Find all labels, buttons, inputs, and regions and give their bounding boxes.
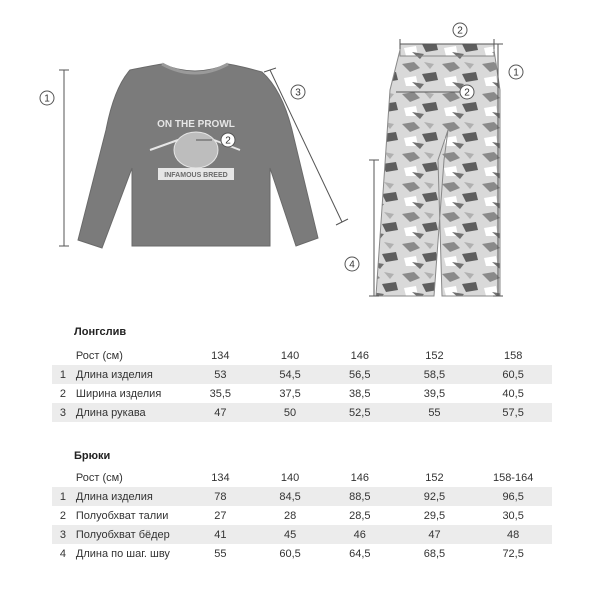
cell: 53	[186, 365, 256, 384]
pants-table	[52, 468, 552, 563]
row-label: Длина по шаг. шву	[75, 547, 170, 560]
cell: 72,5	[502, 547, 524, 560]
cell: 35,5	[209, 387, 232, 400]
table-header-row	[52, 346, 552, 365]
shirt-print-subtitle: INFAMOUS BREED	[164, 172, 228, 179]
cell: 78	[186, 487, 256, 506]
size-col: 152	[425, 471, 444, 484]
cell: 57,5	[474, 403, 552, 422]
cell: 52,5	[325, 403, 395, 422]
marker-2-pants-hips	[460, 85, 474, 99]
svg-text:2: 2	[464, 87, 470, 99]
row-number: 3	[52, 403, 74, 422]
size-col: 146	[350, 471, 369, 484]
svg-text:4: 4	[349, 259, 355, 271]
cell: 38,5	[349, 387, 371, 400]
cell: 60,5	[279, 547, 301, 560]
cell: 55	[395, 403, 475, 422]
cell: 64,5	[349, 547, 371, 560]
size-col: 158-164	[492, 471, 534, 484]
cell: 45	[255, 525, 325, 544]
cell: 60,5	[474, 365, 552, 384]
marker-1-shirt	[40, 91, 54, 105]
svg-text:1: 1	[513, 67, 519, 79]
marker-3-shirt	[291, 85, 305, 99]
cell: 27	[214, 509, 227, 522]
row-number: 1	[52, 365, 74, 384]
table-row	[52, 506, 552, 525]
table-row	[52, 487, 552, 506]
cell: 47	[186, 403, 256, 422]
table-row	[52, 403, 552, 422]
cell: 55	[214, 547, 227, 560]
marker-2-pants-waist	[453, 23, 467, 37]
row-number: 1	[52, 487, 74, 506]
cell: 28	[283, 509, 297, 522]
size-col: 134	[211, 349, 230, 362]
row-number: 4	[59, 547, 66, 560]
cell: 48	[474, 525, 552, 544]
header-label: Рост (см)	[75, 471, 123, 484]
size-col: 158	[503, 349, 523, 362]
cell: 30,5	[502, 509, 524, 522]
longsleeve-table	[52, 346, 552, 422]
row-label: Длина изделия	[74, 365, 186, 384]
longsleeve-title: Лонгслив	[74, 326, 127, 338]
cell: 88,5	[325, 487, 395, 506]
row-label: Длина рукава	[74, 403, 186, 422]
cell: 84,5	[255, 487, 325, 506]
cell: 56,5	[325, 365, 395, 384]
cell: 96,5	[474, 487, 552, 506]
table-header-row	[52, 468, 552, 487]
cell: 68,5	[423, 547, 446, 560]
row-label: Длина изделия	[74, 487, 186, 506]
pants-illustration	[376, 44, 500, 296]
cell: 28,5	[349, 509, 371, 522]
size-col: 146	[350, 349, 369, 362]
cell: 29,5	[423, 509, 446, 522]
size-col: 140	[280, 471, 300, 484]
cell: 58,5	[395, 365, 475, 384]
row-number: 2	[59, 509, 66, 522]
cell: 92,5	[395, 487, 475, 506]
cell: 50	[255, 403, 325, 422]
cell: 40,5	[502, 387, 524, 400]
cell: 41	[186, 525, 256, 544]
size-col: 152	[425, 349, 444, 362]
cell: 37,5	[279, 387, 301, 400]
shirt-print-title: ON THE PROWL	[157, 119, 235, 130]
svg-text:1: 1	[44, 93, 50, 105]
pants-title: Брюки	[74, 450, 111, 462]
row-label: Ширина изделия	[75, 387, 162, 400]
table-row	[52, 365, 552, 384]
size-col: 134	[211, 471, 230, 484]
marker-2-shirt	[221, 133, 235, 147]
row-number: 3	[52, 525, 74, 544]
cell: 47	[395, 525, 475, 544]
svg-text:2: 2	[457, 25, 463, 37]
longsleeve-illustration	[78, 64, 318, 248]
row-label: Полуобхват талии	[75, 509, 169, 522]
row-number: 2	[59, 387, 67, 400]
marker-4-pants	[345, 257, 359, 271]
table-row	[52, 525, 552, 544]
table-row	[52, 544, 552, 563]
svg-text:3: 3	[295, 87, 301, 99]
cell: 46	[325, 525, 395, 544]
cell: 39,5	[423, 387, 446, 400]
svg-text:2: 2	[225, 135, 231, 147]
cell: 54,5	[255, 365, 325, 384]
header-label: Рост (см)	[75, 349, 123, 362]
table-row	[52, 384, 552, 403]
row-label: Полуобхват бёдер	[74, 525, 186, 544]
size-col: 140	[280, 349, 300, 362]
marker-1-pants	[509, 65, 523, 79]
